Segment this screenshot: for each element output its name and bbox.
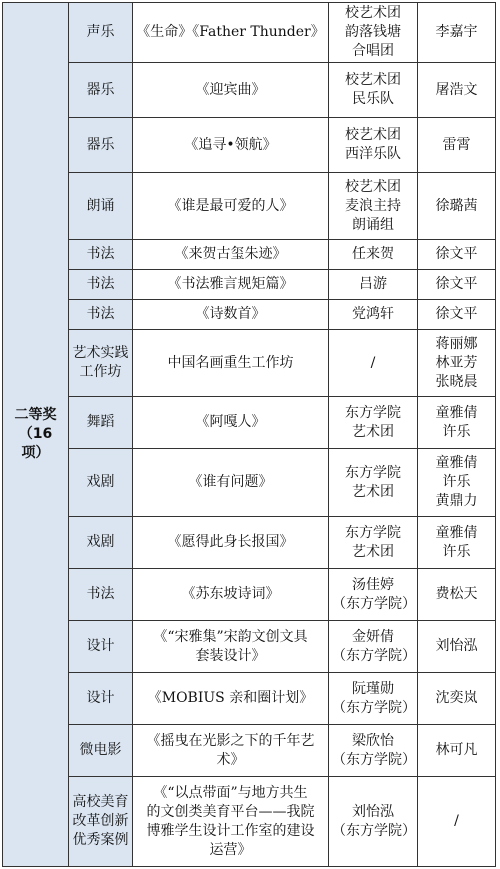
table-row [3,240,496,270]
unit-cell: 吕游 [329,270,418,300]
category-cell: 舞蹈 [69,397,133,449]
work-title-cell: 《“以点带面”与地方共生 的文创类美育平台——我院 博雅学生设计工作室的建设 运营》 [133,777,329,867]
instructor-cell: 徐文平 [418,300,496,330]
category-cell: 戏剧 [69,449,133,517]
work-title-cell: 《书法雅言规矩篇》 [133,270,329,300]
category-cell: 高校美育 改革创新 优秀案例 [69,777,133,867]
unit-cell: 校艺术团 民乐队 [329,63,418,118]
instructor-cell: 屠浩文 [418,63,496,118]
table-row [3,118,496,173]
table-row [3,777,496,867]
instructor-cell: 徐璐茜 [418,173,496,240]
instructor-cell: 李嘉宇 [418,3,496,63]
instructor-cell: 徐文平 [418,240,496,270]
work-title-cell: 《阿嘎人》 [133,397,329,449]
table-row [3,725,496,777]
table-row [3,3,496,63]
instructor-cell: 童雅倩 许乐 黄鼎力 [418,449,496,517]
unit-cell: 梁欣怡 （东方学院） [329,725,418,777]
category-cell: 书法 [69,240,133,270]
unit-cell: 校艺术团 麦浪主持 朗诵组 [329,173,418,240]
work-title-cell: 《来贺古玺朱迹》 [133,240,329,270]
unit-cell: 校艺术团 韵落钱塘 合唱团 [329,3,418,63]
work-title-cell: 《愿得此身长报国》 [133,517,329,569]
instructor-cell: / [418,777,496,867]
table-row [3,673,496,725]
table-row [3,569,496,621]
table-row [3,270,496,300]
instructor-cell: 费松天 [418,569,496,621]
category-cell: 器乐 [69,118,133,173]
unit-cell: 东方学院 艺术团 [329,397,418,449]
work-title-cell: 《谁是最可爱的人》 [133,173,329,240]
unit-cell: / [329,330,418,397]
table-row [3,397,496,449]
unit-cell: 东方学院 艺术团 [329,449,418,517]
work-title-cell: 《追寻•领航》 [133,118,329,173]
category-cell: 书法 [69,270,133,300]
table-row [3,621,496,673]
work-title-cell: 《“宋雅集”宋韵文创文具 套装设计》 [133,621,329,673]
instructor-cell: 徐文平 [418,270,496,300]
category-cell: 戏剧 [69,517,133,569]
work-title-cell: 《诗数首》 [133,300,329,330]
instructor-cell: 沈奕岚 [418,673,496,725]
instructor-cell: 林可凡 [418,725,496,777]
instructor-cell: 童雅倩 许乐 [418,397,496,449]
table-row [3,330,496,397]
category-cell: 设计 [69,621,133,673]
unit-cell: 阮瑾勋 （东方学院） [329,673,418,725]
unit-cell: 刘怡泓 （东方学院） [329,777,418,867]
work-title-cell: 《苏东坡诗词》 [133,569,329,621]
work-title-cell: 《摇曳在光影之下的千年艺 术》 [133,725,329,777]
category-cell: 微电影 [69,725,133,777]
unit-cell: 任来贺 [329,240,418,270]
work-title-cell: 中国名画重生工作坊 [133,330,329,397]
category-cell: 朗诵 [69,173,133,240]
unit-cell: 校艺术团 西洋乐队 [329,118,418,173]
table-row [3,173,496,240]
category-cell: 书法 [69,300,133,330]
instructor-cell: 蒋丽娜 林亚芳 张晓晨 [418,330,496,397]
unit-cell: 党鸿轩 [329,300,418,330]
award-table [2,2,496,867]
work-title-cell: 《MOBIUS 亲和圈计划》 [133,673,329,725]
category-cell: 设计 [69,673,133,725]
work-title-cell: 《迎宾曲》 [133,63,329,118]
unit-cell: 东方学院 艺术团 [329,517,418,569]
table-row [3,300,496,330]
category-cell: 器乐 [69,63,133,118]
instructor-cell: 刘怡泓 [418,621,496,673]
table-row [3,517,496,569]
category-cell: 声乐 [69,3,133,63]
table-row [3,449,496,517]
instructor-cell: 童雅倩 许乐 [418,517,496,569]
unit-cell: 汤佳婷 （东方学院） [329,569,418,621]
work-title-cell: 《谁有问题》 [133,449,329,517]
unit-cell: 金妍倩 （东方学院） [329,621,418,673]
table-row [3,63,496,118]
instructor-cell: 雷霄 [418,118,496,173]
work-title-cell: 《生命》《Father Thunder》 [133,3,329,63]
award-level-cell: 二等奖 （16 项） [3,3,69,867]
category-cell: 艺术实践 工作坊 [69,330,133,397]
category-cell: 书法 [69,569,133,621]
